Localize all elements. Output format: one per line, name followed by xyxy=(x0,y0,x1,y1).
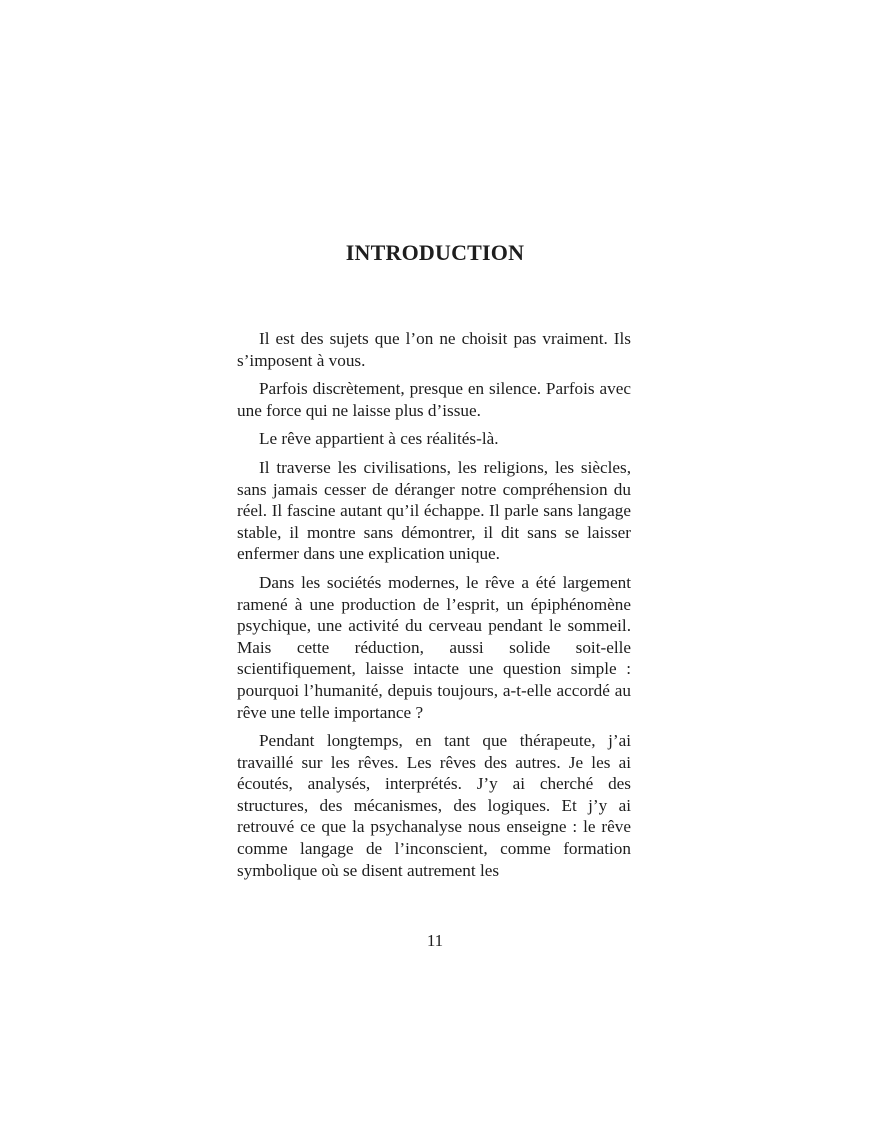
page-number: 11 xyxy=(426,931,444,950)
paragraph: Il est des sujets que l’on ne choisit pas vraiment. Ils s’imposent à vous. xyxy=(237,329,631,370)
paragraph: Dans les sociétés modernes, le rêve a été largement ramené à une production de l’esprit, un épiphénomène psychique, une activité du cerveau pendant le sommeil. Mais cette réduction, aussi solide soit-elle scientifiquement, laisse intacte une question simple : pourquoi l’humanité, depuis toujours, a-t-elle accordé au rêve une telle importance ? xyxy=(237,572,631,722)
paragraph: Parfois discrètement, presque en silence. Parfois avec une force qui ne laisse plus d’issue. xyxy=(237,379,631,420)
paragraph: Il traverse les civilisations, les religions, les siècles, sans jamais cesser de déranger notre compréhension du réel. Il fascine autant qu’il échappe. Il parle sans langage stable, il montre sans démontrer, il dit sans se laisser enfermer dans une explication unique. xyxy=(237,457,631,564)
paragraph: Le rêve appartient à ces réalités-là. xyxy=(259,429,499,449)
paragraph: Pendant longtemps, en tant que thérapeute, j’ai travaillé sur les rêves. Les rêves des autres. Je les ai écoutés, analysés, interprétés. J’y ai cherché des structures, des mécanismes, des logiques. Et j’y ai retrouvé ce que la psychanalyse nous enseigne : le rêve comme langage de l’inconscient, comme formation symbolique où se disent autrement les xyxy=(237,731,631,880)
body-text xyxy=(237,328,631,888)
chapter-title: INTRODUCTION xyxy=(345,240,525,265)
